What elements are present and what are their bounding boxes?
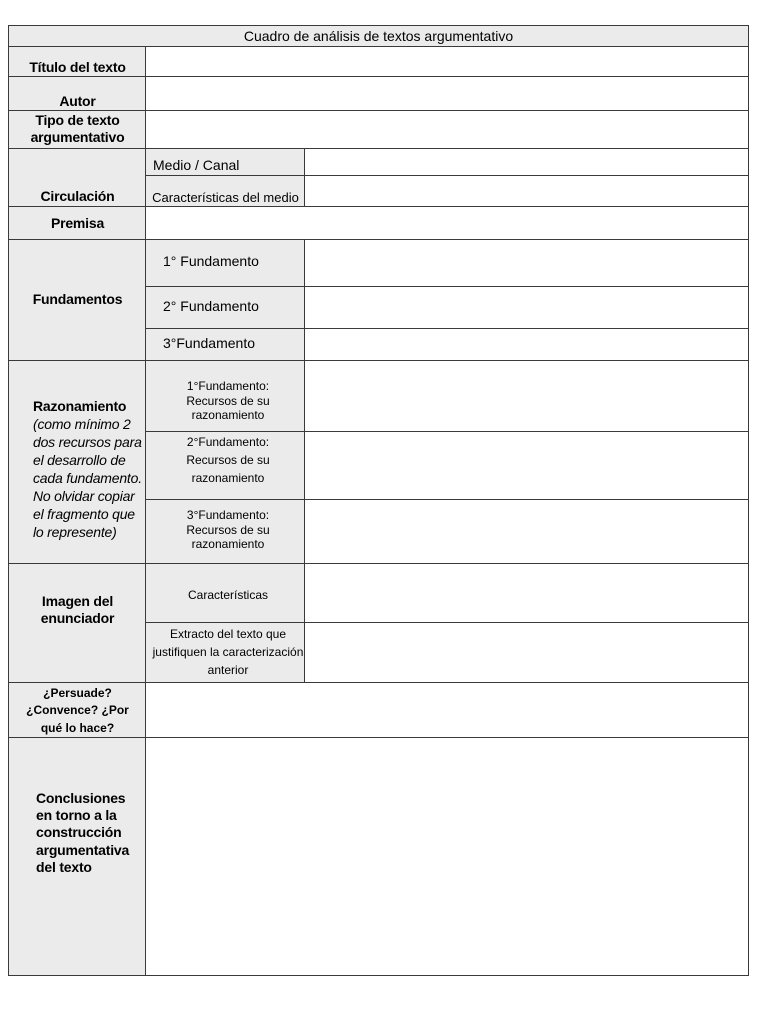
label-titulo: Título del texto: [29, 59, 126, 76]
row-divider: [8, 76, 749, 77]
row-divider: [8, 682, 749, 683]
border-left: [8, 25, 9, 976]
label-imagen: Imagen del enunciador: [40, 592, 115, 626]
row-divider: [146, 431, 749, 432]
field-titulo[interactable]: [146, 46, 748, 76]
row-divider: [8, 563, 749, 564]
row-divider: [8, 110, 749, 111]
field-razonamiento-3[interactable]: [305, 500, 748, 563]
field-tipo[interactable]: [146, 111, 748, 148]
razonamiento-note: (como mínimo 2 dos recursos para el desarrollo de cada fundamento. No olvidar copiar el fragmento que lo represente): [33, 416, 142, 540]
row-divider: [8, 360, 749, 361]
label-conclusiones: Conclusiones en torno a la construcción argumentativa del texto: [36, 790, 130, 875]
border-bottom: [8, 975, 749, 976]
field-fundamento-2[interactable]: [305, 287, 748, 328]
label-persuade: ¿Persuade? ¿Convence? ¿Por qué lo hace?: [26, 685, 129, 735]
worksheet-title: Cuadro de análisis de textos argumentativo: [243, 27, 514, 44]
label-tipo: Tipo de texto argumentativo: [30, 111, 125, 145]
sub-fundamento-1: 1° Fundamento: [163, 253, 259, 270]
field-caracteristicas[interactable]: [305, 564, 748, 622]
label-circulacion: Circulación: [40, 188, 115, 205]
row-divider: [8, 46, 749, 47]
sub-razonamiento-3: 3°Fundamento: Recursos de su razonamiento: [186, 508, 270, 552]
row-divider: [8, 737, 749, 738]
sub-medio-canal: Medio / Canal: [153, 157, 240, 174]
field-medio-canal[interactable]: [305, 149, 748, 175]
field-caracteristicas-medio[interactable]: [305, 176, 748, 206]
field-conclusiones[interactable]: [146, 738, 748, 975]
field-extracto[interactable]: [305, 623, 748, 682]
field-premisa[interactable]: [146, 207, 748, 239]
label-razonamiento: Razonamiento: [33, 398, 127, 414]
sub-extracto: Extracto del texto que justifiquen la caracterización anterior: [152, 627, 304, 677]
field-razonamiento-1[interactable]: [305, 362, 748, 431]
sub-fundamento-3: 3°Fundamento: [163, 335, 255, 352]
row-divider: [8, 148, 749, 149]
sub-caracteristicas: Características: [187, 587, 269, 602]
label-razonamiento-block: [33, 397, 146, 541]
sub-caracteristicas-medio: Características del medio: [152, 190, 299, 206]
column-divider: [145, 46, 146, 976]
row-divider: [146, 175, 749, 176]
border-top: [8, 25, 749, 26]
column-divider: [304, 239, 305, 683]
row-divider: [146, 328, 749, 329]
label-fundamentos: Fundamentos: [32, 291, 123, 308]
sub-razonamiento-1: 1°Fundamento: Recursos de su razonamiento: [186, 379, 270, 423]
field-persuade[interactable]: [146, 684, 748, 737]
field-razonamiento-2[interactable]: [305, 432, 748, 499]
label-premisa: Premisa: [50, 214, 105, 231]
row-divider: [146, 622, 749, 623]
border-right: [748, 25, 749, 976]
column-divider: [304, 148, 305, 207]
row-divider: [8, 239, 749, 240]
row-divider: [146, 499, 749, 500]
field-autor[interactable]: [146, 77, 748, 110]
field-fundamento-1[interactable]: [305, 240, 748, 286]
field-fundamento-3[interactable]: [305, 329, 748, 360]
row-divider: [8, 206, 749, 207]
sub-razonamiento-2: 2°Fundamento: Recursos de su razonamiento: [186, 435, 270, 485]
row-divider: [146, 286, 749, 287]
label-autor: Autor: [59, 93, 96, 110]
sub-fundamento-2: 2° Fundamento: [163, 298, 259, 315]
